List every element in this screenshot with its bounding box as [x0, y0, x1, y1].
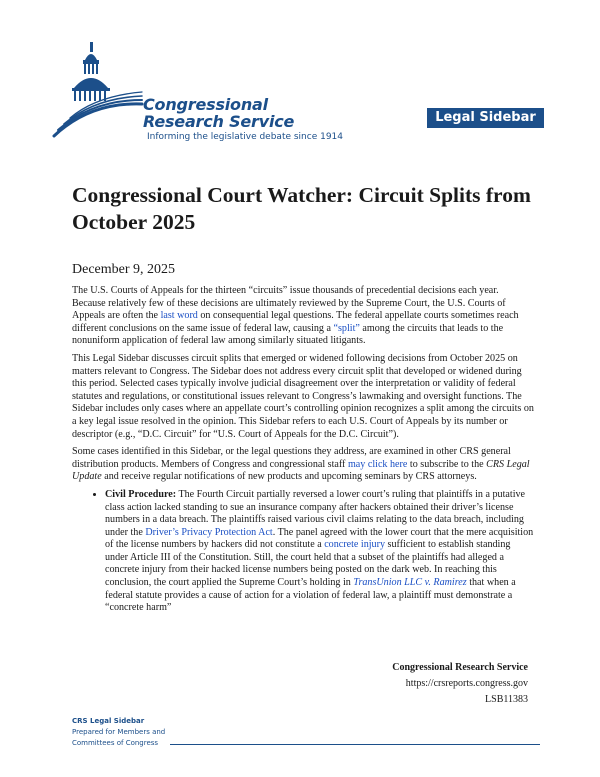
transunion-link[interactable] [353, 577, 466, 588]
text-span: The Fourth Circuit partially reversed a lower court’s ruling that plaintiffs in a putative class action lacked standing to sue an insurance company after hackers obtained their driver’s license numbers in a data breach. The plaintiffs raised various civil claims relating to the data breach, including under the [105, 488, 526, 538]
list-item-civil-procedure [105, 489, 534, 615]
signature-block [392, 660, 528, 708]
footer-rule [170, 744, 540, 745]
text-span: and receive regular notifications of new products and upcoming seminars by CRS attorneys. [101, 471, 477, 483]
article-body [72, 285, 534, 615]
crs-legal-update-title: CRS Legal Update [72, 458, 530, 483]
footer-line-1: Prepared for Members and [72, 728, 166, 736]
text-span: to subscribe to the [407, 458, 487, 470]
signature-id: LSB11383 [485, 694, 528, 705]
footer-line-2: Committees of Congress [72, 739, 159, 747]
signature-org: Congressional Research Service [392, 662, 528, 673]
last-word-link[interactable]: last word [160, 310, 198, 322]
footer-title: CRS Legal Sidebar [72, 717, 145, 725]
publication-date: December 9, 2025 [72, 262, 176, 277]
case-name: TransUnion LLC v. Ramirez [353, 577, 467, 589]
capitol-dome-icon [50, 40, 150, 150]
text-span: Some cases identified in this Sidebar, or the legal questions they address, are examined in other CRS general distribution products. Members of Congress and congressional staff [72, 446, 511, 470]
paragraph-scope: This Legal Sidebar discusses circuit splits that emerged or widened following decisions from October 2025 on matters relevant to Congress. The Sidebar does not address every circuit split that developed or widened during this period. Selected cases typically involve judicial disagreement over the interpretation or validity of federal statutes and regulations, or constitutional issues relevant to Congress’s lawmaking and oversight functions. The Sidebar includes only cases where an appellate court’s controlling opinion recognizes a split among the circuits on a key legal issue resolved in the opinion. This Sidebar refers to each U.S. Court of Appeals by its number or descriptor (e.g., “D.C. Circuit” for “U.S. Court of Appeals for the D.C. Circuit”). [72, 352, 534, 440]
footer [72, 716, 165, 749]
logo-line-1: Congressional [143, 95, 268, 114]
text-span: sufficient to establish standing under Article III of the Constitution. Still, the court held that a subset of the plaintiffs had alleged a concrete injury from their hacked license numbers being posted on the dark web. In reaching this conclusion, the court applied the Supreme Court’s holding in [105, 539, 511, 589]
text-span: among the circuits that leads to the nonuniform application of federal law among similarly situated litigants. [72, 322, 504, 347]
click-here-link[interactable]: may click here [347, 458, 408, 470]
legal-sidebar-badge: Legal Sidebar [427, 108, 544, 128]
text-span: . The panel agreed with the lower court that the mere acquisition of the license numbers by hackers did not constitute a [105, 526, 534, 551]
circuit-split-list [72, 489, 534, 615]
text-span: The U.S. Courts of Appeals for the thirteen “circuits” issue thousands of precedential decisions each year. Because relatively few of these decisions are ultimately reviewed by the Supreme Court, the U.S. Courts of Appeals are often the [72, 285, 506, 322]
concrete-injury-link[interactable]: concrete injury [324, 539, 386, 551]
page-title: Congressional Court Watcher: Circuit Splits from October 2025 [72, 183, 531, 234]
split-link[interactable]: “split” [333, 322, 360, 334]
paragraph-intro [72, 285, 534, 348]
paragraph-subscribe [72, 446, 534, 484]
logo-tagline: Informing the legislative debate since 1914 [147, 132, 344, 142]
text-span: on consequential legal questions. The federal appellate courts sometimes reach different conclusions on the same issue of federal law, causing a [72, 310, 519, 334]
bullet-heading: Civil Procedure: [105, 488, 177, 500]
text-span: that when a federal statute provides a cause of action for a violation of federal law, a plaintiff must demonstrate a “concrete harm” [105, 577, 516, 614]
logo-line-2: Research Service [143, 112, 295, 131]
signature-url: https://crsreports.congress.gov [405, 678, 528, 689]
crs-logo [50, 40, 350, 150]
dppa-link[interactable]: Driver’s Privacy Protection Act [145, 526, 273, 538]
